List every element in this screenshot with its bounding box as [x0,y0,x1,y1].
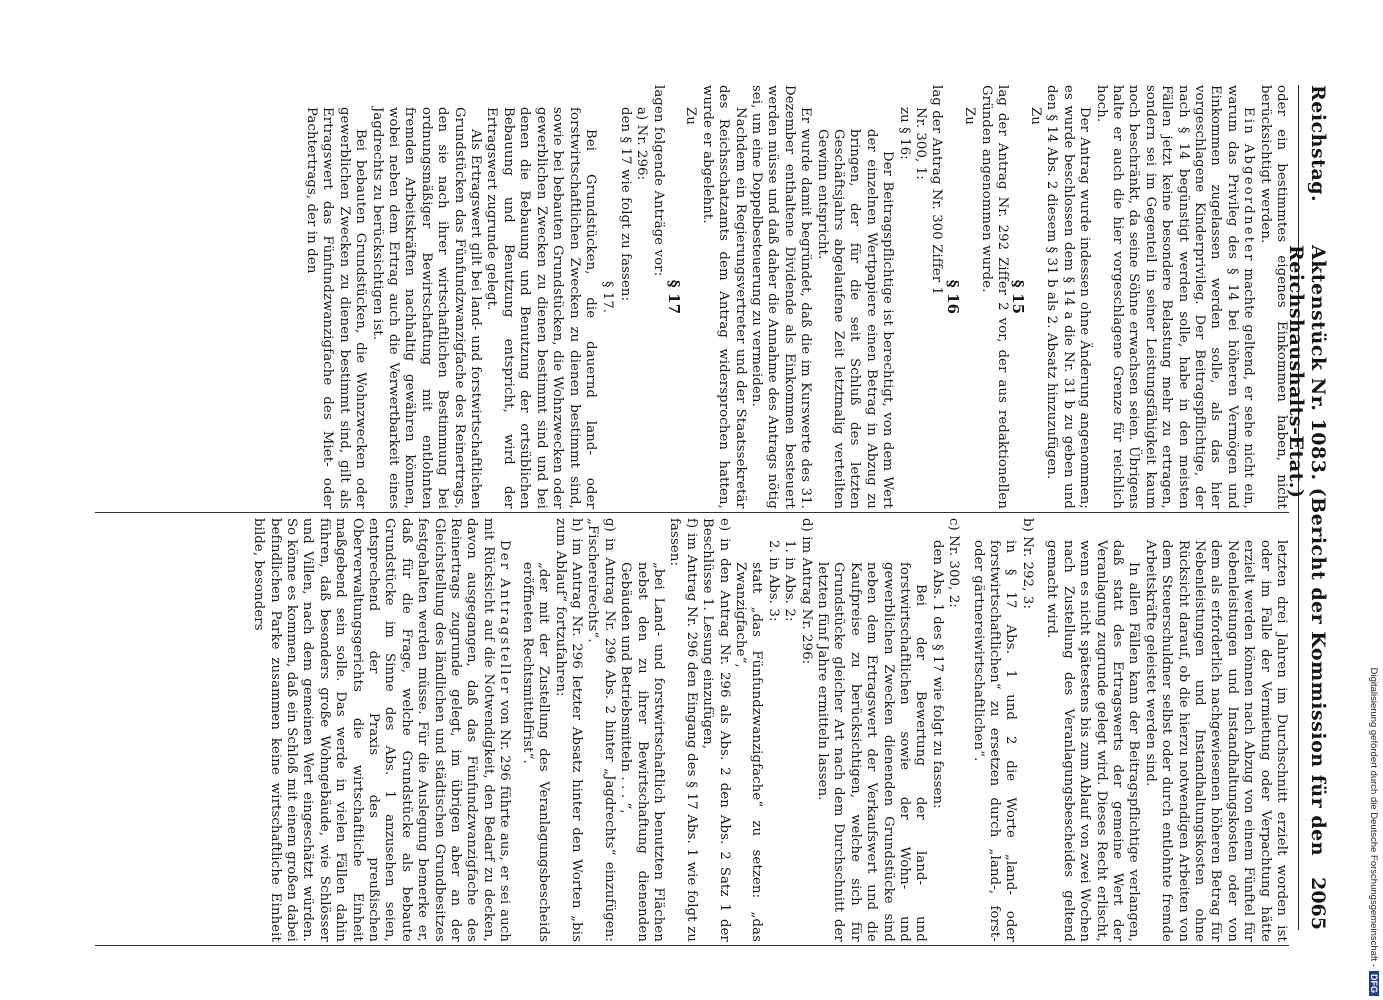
paragraph: 2. in Abs. 3: [765,540,781,622]
header-left: Reichstag. [1307,85,1329,203]
paragraph: zu § 16: [896,107,912,160]
paragraph: den § 17 wie folgt zu fassen: [617,107,633,302]
paragraph: Bei bebauten Grundstücken, die Wohnzwecken oder gewerblichen Zwecken zu dienen bestimmt sind, gilt als Ertragswert das Fünfundzwanzigfache des Miet- oder Pachtertrags, der in den [304,107,369,509]
paragraph: d) im Antrag Nr. 296: [798,518,814,665]
paragraph: „bei Land- und forstwirtschaftlich benutzten Flächen nebst den zu ihrer Bewirtschaftung dienenden Gebäuden und Betriebsmitteln . . . “, [618,562,666,942]
document-page [65,0,1355,1000]
paragraph: c) Nr. 300, 2: [946,518,962,608]
paragraph: lag der Antrag Nr. 292 Ziffer 2 vor, der aus redaktionellen Gründen angenommen wurde. [978,85,1011,509]
paragraph: „der mit der Zustellung des Veranlagungsbescheids eröffneten Rechtsmittelfrist“. [519,562,552,942]
spacer [1035,518,1043,942]
speaker-name: Ein Abgeordneter [1241,107,1257,263]
credit-text: Digitalisierung gefördert durch die Deutsche Forschungsgemeinschaft - [1368,667,1379,967]
paragraph: e) in den Antrag Nr. 296 als Abs. 2 den Abs. 2 Satz 1 der Beschlüsse 1. Lesung einzufügen, [700,518,732,942]
paragraph [1092,85,1256,509]
paragraph: statt „das Fünfundzwanzigfache“ zu setzen: „das Zwanzigfache“, [733,562,765,942]
paragraph: g) in Antrag Nr. 296 Abs. 2 hinter „Jagdrechts“ einzufügen: „Fischereirechts“. [585,518,617,942]
paragraph: 1. in Abs. 2: [782,540,798,622]
paragraph: h) im Antrag Nr. 296 letzter Absatz hinter den Worten „bis zum Ablauf“ fortzufahren: [552,518,584,942]
column-left [95,85,1289,509]
zu-label: Zu [1027,107,1043,125]
column-divider [95,945,1289,946]
credit-line [1366,16,1379,996]
header-title: Aktenstück Nr. 1083. (Bericht der Kommission für den Reichshaushalts-Etat.) [1285,245,1329,857]
paragraph-text: machte geltend, er sehe nicht ein, warum das Privileg des § 14 bei höheren Vermögen und Einkommen zugelassen werden solle, als das hier vorgeschlagene Kinderprivileg. Der Beitragspflichtige, der nach § 14 begünstigt werden solle, habe in den meisten Fällen jetzt keine besondere Belastung mehr zu ertragen, sondern sei im Gegenteil in seiner Leistungsfähigkeit kaum noch beschränkt, da seine Söhne erwachsen seien. Übrigens halte er auch die hier vorgeschlagene Grenze für reichlich hoch. [1093,85,1257,509]
section-heading: § 17 [664,279,683,315]
paragraph: f) im Antrag Nr. 296 den Eingang des § 17 Abs. 1 wie folgt zu fassen: [667,518,699,942]
page-number: 2065 [1307,877,1329,930]
paragraph: lag der Antrag Nr. 300 Ziffer 1 [929,85,945,296]
paragraph: Als Ertragswert gilt bei land- und forstwirtschaftlichen Grundstücken das Fünfundzwanzigfache des Reinertrags, den sie nach ihrer wirtschaftlichen Bestimmung bei ordnungsmäßiger Bewirtschaftung mit entlohnten fremden Arbeitskräften nachhaltig gewähren können, wobei neben dem Ertrag auch die Verwertbarkeit eines Jagdrechts zu berücksichtigen ist. [369,107,484,509]
paragraph: Bei Grundstücken, die dauernd land- oder forstwirtschaftlichen Zwecken zu dienen bestimmt sind, sowie bei bebauten Grundstücken, die Wohnzwecken oder gewerblichen Zwecken zu dienen bestimmt sind und bei denen die Bebauung und Benutzung der ortsüblichen Bebauung und Benutzung entspricht, wird der Ertragswert zugrunde gelegt. [484,107,598,509]
speaker-name: Der Antragsteller [497,540,513,696]
column-divider [95,512,1289,513]
paragraph: Er wurde damit begründet, daß die im Kurswerte des 31. Dezember enthaltene Dividende als Einkommen besteuert werden müsse und daß daher die Annahme des Antrags nötig sei, um eine Doppelbesteuerung zu vermeiden. [749,85,814,509]
zu-label: Zu [683,107,699,125]
paragraph: Nachdem ein Regierungsvertreter und der Staatssekretär des Reichsschatzamts dem Antrag widersprochen hatten, wurde er abgelehnt. [699,85,748,509]
column-right [95,518,1289,942]
paragraph: In allen Fällen kann der Beitragspflichtige verlangen, daß statt des Ertragswerts der gemeine Wert der Veranlagung zugrunde gelegt wird. Dieses Recht erlischt, wenn es nicht spätestens bis zum Ablauf von zwei Wochen nach Zustellung des Veranlagungsbescheides geltend gemacht wird. [1044,540,1142,942]
paragraph: in § 17 Abs. 1 und 2 die Worte „land- oder forstwirtschaftlichen“ zu ersetzen durch „land-, forst- oder gärtnereiwirtschaftlichen“. [970,540,1019,942]
spacer [961,518,969,942]
paragraph: oder ein bestimmtes eigenes Einkommen haben, nicht berücksichtigt werden. [1257,85,1289,509]
paragraph [250,518,513,942]
paragraph-text: von Nr. 296 führte aus, er sei auch mit Rücksicht auf die Notwendigkeit, den Bedarf zu decken, davon ausgegangen, daß das Fünfundzwanzigfache des Reinertrags zugrunde gelegt, im übrigen aber an der Gleichstellung des ländlichen und städtischen Grundbesitzes festgehalten werden müsse. Für die Auslegung bemerke er, daß für die Frage, welche Grundstücke als bebaute Grundstücke im Sinne des Abs. 1 anzusehen seien, entsprechend der Praxis des preußischen Oberverwaltungsgerichts die wirtschaftliche Einheit maßgebend sein solle. Das werde in vielen Fällen dahin führen, daß besonders große Wohngebäude, wie Schlösser und Villen, nach dem gemeinen Wert eingeschätzt würden. So könne es kommen, daß ein Schloß mit einem großen dabei befindlichen Parke zusammen keine wirtschaftliche Einheit bilde, besonders [251,518,513,942]
paragraph: lagen folgende Anträge vor: [650,85,666,277]
section-heading: § 16 [943,279,962,315]
paragraph: b) Nr. 292, 3: [1019,518,1035,610]
dfg-logo: DFG [1369,971,1379,996]
digitization-credit [1366,16,1380,996]
page-header [1285,85,1335,930]
paragraph: Nr. 300, 1: [913,107,929,180]
paragraph: Der Antrag wurde indessen ohne Änderung angenommen; es wurde beschlossen dem § 14 a die Nr. 31 b zu geben und den § 14 Abs. 2 diesem § 31 b als 2. Absatz hinzuzufügen. [1044,85,1093,509]
paragraph: Bei der Bewertung der land- und forstwirtschaftlichen sowie der Wohn- und gewerblichen Zwecken dienenden Grundstücke sind neben dem Ertragswert der Verkaufswert und die Kaufpreise zu berücksichtigen, welche sich für Grundstücke gleicher Art nach dem Durchschnitt der letzten fünf Jahre ermitteln lassen. [815,562,929,942]
section-heading: § 15 [1009,279,1028,315]
paragraph: Der Beitragspflichtige ist berechtigt, von dem Wert der einzelnen Wertpapiere einen Betrag in Abzug zu bringen, der für die seit Schluß des letzten Geschäftsjahrs abgelaufene Zeit letztmalig verteilten Gewinn entspricht. [814,129,896,509]
paragraph: a) Nr. 296: [634,107,650,181]
zu-label: Zu [962,107,978,125]
paragraph: den Abs. 1 des § 17 wie folgt zu fassen: [929,540,945,809]
section-heading: § 17. [600,280,616,314]
paragraph: letzten drei Jahren im Durchschnitt erzielt worden ist oder im Falle der Vermietung oder Verpachtung hätte erzielt werden können nach Abzug von einem Fünftel für Nebenleistungen und Instandhaltungskosten oder von dem als erforderlich nachgewiesenen höheren Betrag für Nebenleistungen und Instandhaltungskosten ohne Rücksicht darauf, ob die hierzu notwendigen Arbeiten von dem Steuerschuldner selbst oder durch entlohnte fremde Arbeitskräfte geleistet werden sind. [1142,540,1289,942]
